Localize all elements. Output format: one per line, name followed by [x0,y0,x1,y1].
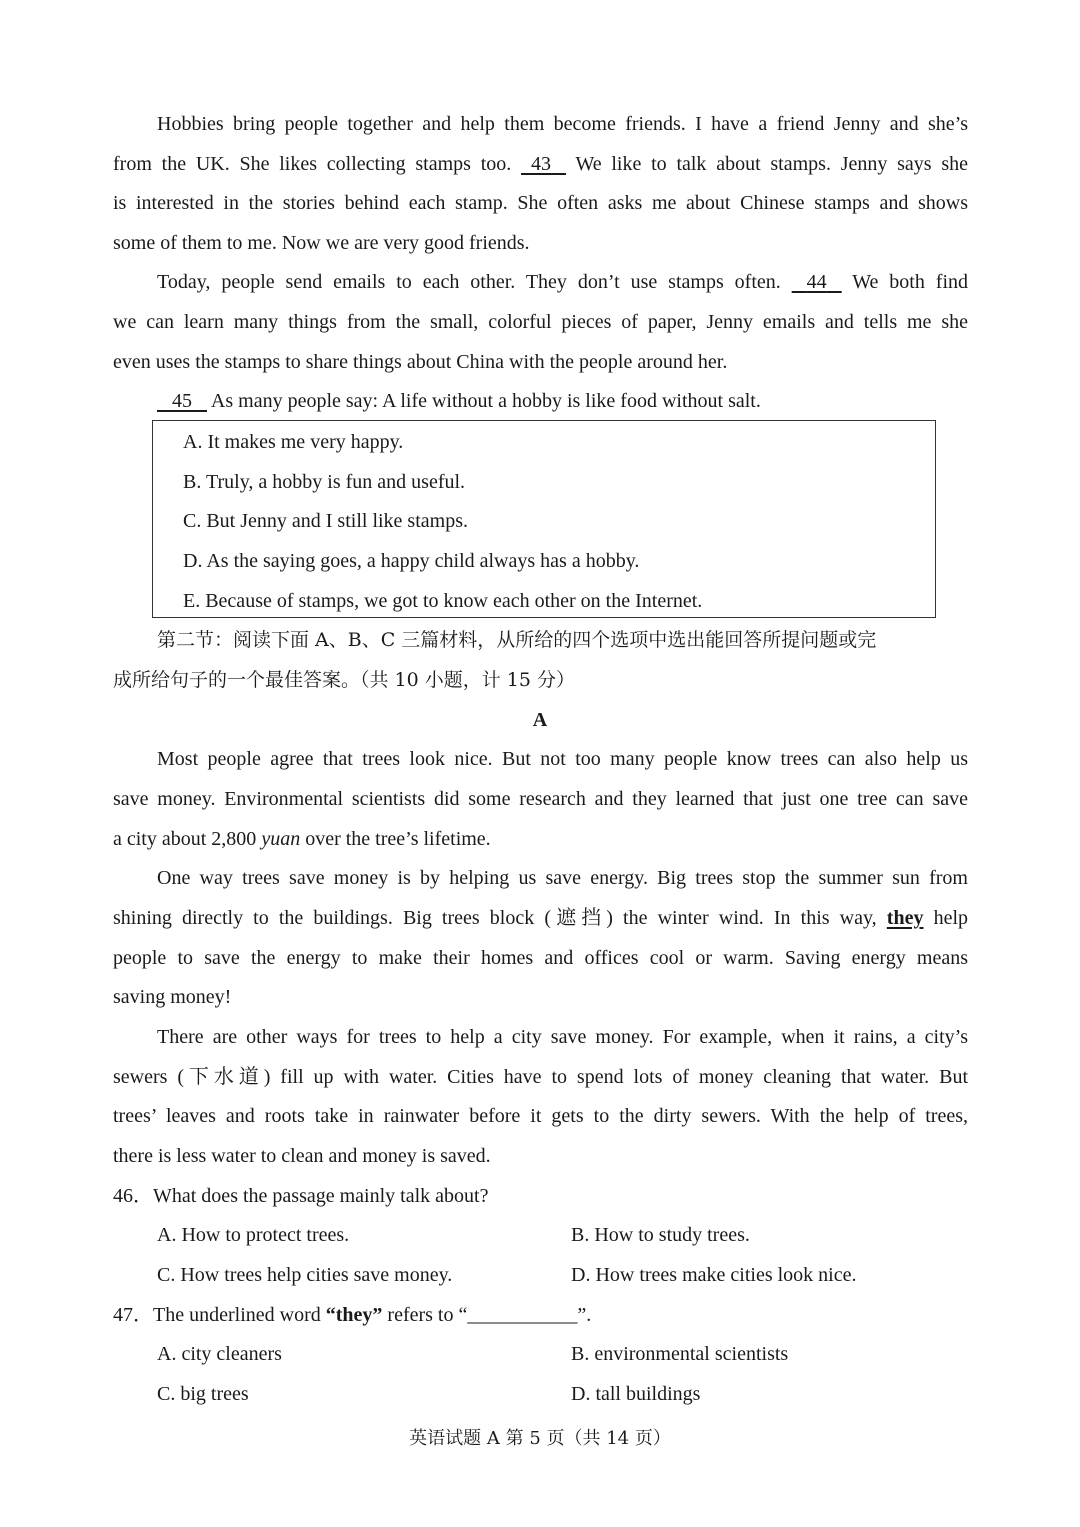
passage-line: sewers (下水道) fill up with water. Cities have to spend lots of money cleaning that water. But [113,1066,968,1088]
passage-line: 45 As many people say: A life without a hobby is like food without salt. [157,389,968,413]
section-instructions: 第二节：阅读下面 A、B、C 三篇材料，从所给的四个选项中选出能回答所提问题或完 [157,629,877,651]
option-b: B. Truly, a hobby is fun and useful. [183,471,466,493]
q46-option-a: A. How to protect trees. [157,1224,350,1246]
q47-option-a: A. city cleaners [157,1343,282,1365]
passage-line: save money. Environmental scientists did some research and they learned that just one tree can save [113,788,968,810]
passage-line: There are other ways for trees to help a city save money. For example, when it rains, a city’s [157,1026,968,1048]
passage-line: trees’ leaves and roots take in rainwater before it gets to the dirty sewers. With the help of trees, [113,1105,968,1127]
passage-line: a city about 2,800 yuan over the tree’s lifetime. [113,828,491,850]
passage-line: people to save the energy to make their homes and offices cool or warm. Saving energy means [113,947,968,969]
blank-43: 43 [531,153,552,175]
passage-line: saving money! [113,986,232,1008]
passage-heading: A [532,709,548,731]
passage-line: there is less water to clean and money is saved. [113,1145,491,1167]
underlined-word-they: they [886,907,924,929]
q47-option-b: B. environmental scientists [571,1343,789,1365]
option-e: E. Because of stamps, we got to know each other on the Internet. [183,590,703,612]
passage-line: shining directly to the buildings. Big trees block (遮挡) the winter wind. In this way, they help [113,907,969,929]
passage-line: from the UK. She likes collecting stamps too. 43 We like to talk about stamps. Jenny says she [113,153,968,175]
option-c: C. But Jenny and I still like stamps. [183,510,468,532]
passage-line: some of them to me. Now we are very good friends. [113,232,530,254]
passage-line: Hobbies bring people together and help them become friends. I have a friend Jenny and she’s [157,113,968,135]
blank-45: 45 [172,390,192,412]
passage-line: One way trees save money is by helping us save energy. Big trees stop the summer sun from [157,867,968,889]
question-46: 46．What does the passage mainly talk about? [113,1185,489,1207]
q46-option-c: C. How trees help cities save money. [157,1264,453,1286]
blank-44: 44 [806,271,827,293]
q47-option-c: C. big trees [157,1383,249,1405]
option-a: A. It makes me very happy. [183,431,404,453]
passage-line: Today, people send emails to each other. They don’t use stamps often. 44 We both find [157,271,968,293]
section-instructions: 成所给句子的一个最佳答案。（共 10 小题，计 15 分） [113,669,576,691]
q46-option-b: B. How to study trees. [571,1224,750,1246]
question-47: 47．The underlined word “they” refers to “___________”. [113,1304,592,1326]
q47-option-d: D. tall buildings [571,1383,701,1405]
q46-option-d: D. How trees make cities look nice. [571,1264,857,1286]
passage-line: even uses the stamps to share things about China with the people around her. [113,351,728,373]
passage-line: Most people agree that trees look nice. But not too many people know trees can also help us [157,748,968,770]
option-d: D. As the saying goes, a happy child always has a hobby. [183,550,640,572]
passage-line: is interested in the stories behind each stamp. She often asks me about Chinese stamps and shows [113,192,968,214]
page-footer: 英语试题 A 第 5 页（共 14 页） [409,1428,671,1449]
passage-line: we can learn many things from the small, colorful pieces of paper, Jenny emails and tells me she [113,311,968,333]
